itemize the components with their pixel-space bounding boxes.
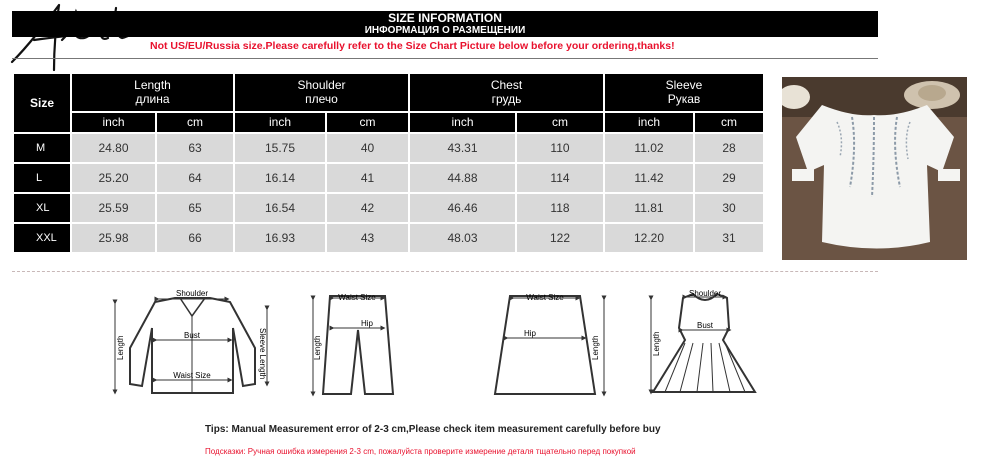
table-row: [14, 224, 763, 252]
table-cell: 11.42: [605, 164, 693, 192]
table-cell: 122: [517, 224, 603, 252]
unit-header: inch: [235, 113, 325, 132]
table-cell: 31: [695, 224, 763, 252]
waist-label: Waist Size: [173, 371, 211, 380]
table-cell: 25.98: [72, 224, 155, 252]
table-cell: 43: [327, 224, 408, 252]
table-cell: 64: [157, 164, 233, 192]
table-cell: 48.03: [410, 224, 515, 252]
pants-measurement-diagram: [305, 290, 405, 402]
table-cell: 12.20: [605, 224, 693, 252]
table-cell: 66: [157, 224, 233, 252]
unit-header: inch: [410, 113, 515, 132]
table-cell: 25.59: [72, 194, 155, 222]
size-chart-table: [12, 72, 765, 254]
waist-label: Waist Size: [526, 293, 564, 302]
table-row: [14, 194, 763, 222]
size-label: XXL: [14, 224, 70, 252]
product-photo: [782, 77, 967, 260]
table-cell: 46.46: [410, 194, 515, 222]
table-cell: 63: [157, 134, 233, 162]
shoulder-header: Shoulder плечо: [235, 74, 408, 111]
table-cell: 41: [327, 164, 408, 192]
shoulder-label: Shoulder: [688, 289, 722, 298]
divider: [12, 58, 878, 59]
table-row: [14, 134, 763, 162]
dress-measurement-diagram: [645, 288, 760, 400]
size-label: L: [14, 164, 70, 192]
table-cell: 28: [695, 134, 763, 162]
table-cell: 16.93: [235, 224, 325, 252]
section-divider: [12, 271, 878, 272]
hip-label: Hip: [360, 319, 374, 328]
table-cell: 25.20: [72, 164, 155, 192]
title: SIZE INFORMATION: [388, 11, 502, 25]
size-information-banner: [12, 11, 878, 37]
table-cell: 24.80: [72, 134, 155, 162]
measurement-tips: Tips: Manual Measurement error of 2-3 cm,Please check item measurement carefully before buy: [205, 424, 661, 435]
unit-header: cm: [517, 113, 603, 132]
shoulder-label: Shoulder: [175, 289, 209, 298]
length-header: Length длина: [72, 74, 233, 111]
table-cell: 11.02: [605, 134, 693, 162]
length-label: Length: [591, 335, 600, 360]
bust-label: Bust: [183, 331, 201, 340]
hip-label: Hip: [523, 329, 537, 338]
table-cell: 11.81: [605, 194, 693, 222]
length-label: Length: [313, 335, 322, 360]
table-cell: 16.14: [235, 164, 325, 192]
size-label: XL: [14, 194, 70, 222]
table-cell: 16.54: [235, 194, 325, 222]
skirt-measurement-diagram: [480, 290, 615, 402]
unit-header: cm: [327, 113, 408, 132]
unit-header: inch: [72, 113, 155, 132]
table-cell: 29: [695, 164, 763, 192]
bust-label: Bust: [696, 321, 714, 330]
size-label: M: [14, 134, 70, 162]
table-cell: 15.75: [235, 134, 325, 162]
chest-header: Chest грудь: [410, 74, 603, 111]
table-row: [14, 164, 763, 192]
size-notice: Not US/EU/Russia size.Please carefully refer to the Size Chart Picture below before your ordering,thanks!: [150, 40, 675, 52]
table-cell: 65: [157, 194, 233, 222]
title-russian: ИНФОРМАЦИЯ О РАЗМЕЩЕНИИ: [364, 25, 526, 36]
length-label: Length: [652, 331, 661, 356]
table-cell: 118: [517, 194, 603, 222]
table-cell: 44.88: [410, 164, 515, 192]
size-column-header: Size: [14, 74, 70, 132]
waist-label: Waist Size: [338, 293, 376, 302]
shirt-measurement-diagram: [105, 288, 280, 400]
table-cell: 114: [517, 164, 603, 192]
table-cell: 42: [327, 194, 408, 222]
table-cell: 30: [695, 194, 763, 222]
table-cell: 43.31: [410, 134, 515, 162]
unit-header: cm: [157, 113, 233, 132]
table-cell: 110: [517, 134, 603, 162]
unit-header: cm: [695, 113, 763, 132]
sleeve-header: Sleeve Рукав: [605, 74, 763, 111]
table-cell: 40: [327, 134, 408, 162]
sleeve-length-label: Sleeve Length: [258, 328, 267, 380]
measurement-tips-russian: Подсказки: Ручная ошибка измерения 2-3 cm, пожалуйста проверите измерение деталя тщательно перед покупкой: [205, 447, 636, 456]
unit-header: inch: [605, 113, 693, 132]
length-label: Length: [116, 335, 125, 360]
